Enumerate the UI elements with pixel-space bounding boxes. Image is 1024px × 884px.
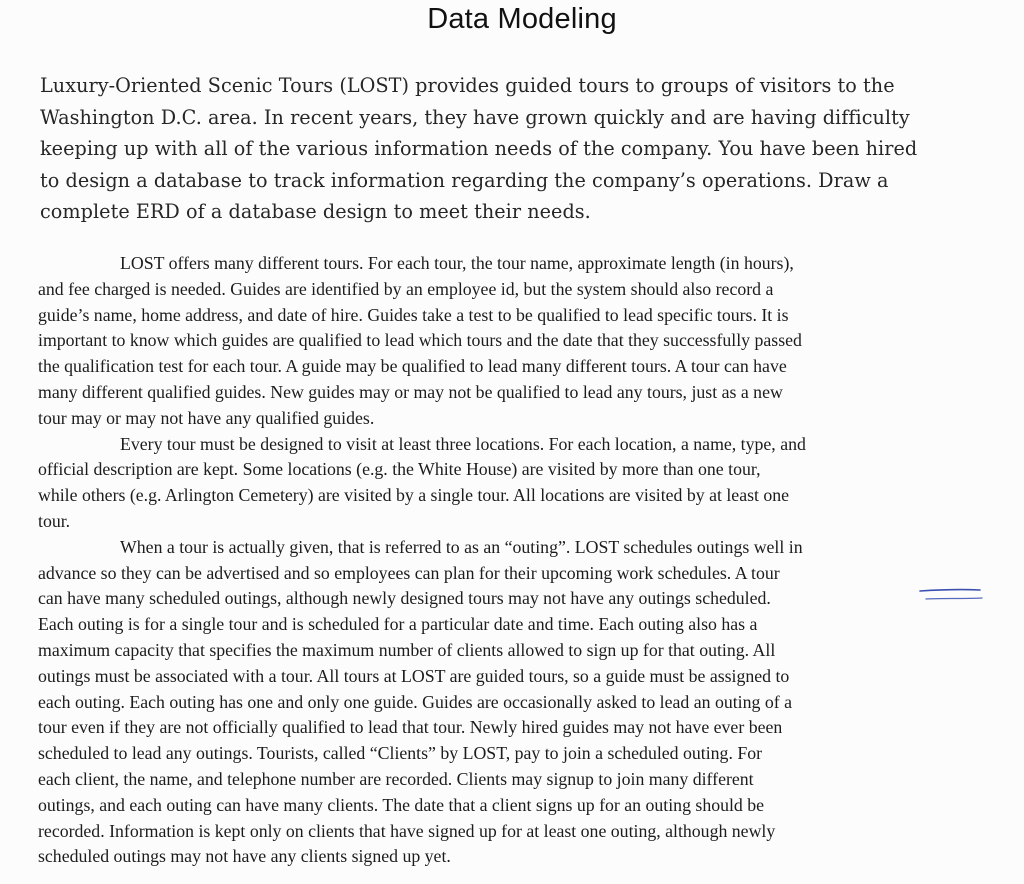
page-title: Data Modeling — [427, 3, 617, 35]
intro-line: Luxury-Oriented Scenic Tours (LOST) provides guided tours to groups of visitors to the — [40, 74, 895, 97]
body-line: many different qualified guides. New guides may or may not be qualified to lead any tours, just as a new — [38, 381, 783, 402]
intro-paragraph — [40, 70, 1000, 228]
body-line: and fee charged is needed. Guides are identified by an employee id, but the system should also record a — [38, 278, 774, 299]
body-line: can have many scheduled outings, although newly designed tours may not have any outings scheduled. — [38, 588, 771, 609]
body-line: each outing. Each outing has one and only one guide. Guides are occasionally asked to lead an outing of a — [38, 691, 792, 712]
body-line: advance so they can be advertised and so employees can plan for their upcoming work schedules. A tour — [38, 562, 780, 583]
body-line: maximum capacity that specifies the maximum number of clients allowed to sign up for that outing. All — [38, 639, 776, 660]
body-line: important to know which guides are qualified to lead which tours and the date that they successfully passed — [38, 330, 802, 351]
body-line: the qualification test for each tour. A guide may be qualified to lead many different tours. A tour can have — [38, 356, 787, 377]
body-line: recorded. Information is kept only on clients that have signed up for at least one outing, although newly — [38, 820, 776, 841]
body-line: outings, and each outing can have many clients. The date that a client signs up for an outing should be — [38, 794, 765, 815]
paragraph-tours-guides — [38, 251, 1008, 432]
body-line: outings must be associated with a tour. All tours at LOST are guided tours, so a guide must be assigned to — [38, 665, 790, 686]
paragraph-locations — [38, 432, 1008, 535]
intro-line: Washington D.C. area. In recent years, they have grown quickly and are having difficulty — [40, 105, 910, 129]
body-line: official description are kept. Some locations (e.g. the White House) are visited by more than one tour, — [38, 459, 761, 480]
body-line: When a tour is actually given, that is referred to as an “outing”. LOST schedules outings well in — [120, 536, 803, 557]
pen-underline-mark — [918, 587, 984, 603]
paragraph-outings-clients — [38, 535, 1008, 870]
body-line: tour may or may not have any qualified guides. — [38, 407, 375, 428]
body-line: tour even if they are not officially qualified to lead that tour. Newly hired guides may not have ever been — [38, 717, 783, 738]
body-line: tour. — [38, 510, 71, 531]
body-line: scheduled to lead any outings. Tourists, called “Clients” by LOST, pay to join a scheduled outing. For — [38, 743, 763, 764]
body-line: Every tour must be designed to visit at least three locations. For each location, a name, type, and — [120, 433, 806, 454]
body-line: Each outing is for a single tour and is scheduled for a particular date and time. Each outing also has a — [38, 614, 758, 635]
intro-line: to design a database to track information regarding the company’s operations. Draw a — [40, 168, 889, 192]
intro-line: complete ERD of a database design to meet their needs. — [40, 200, 591, 223]
body-line: each client, the name, and telephone number are recorded. Clients may signup to join many different — [38, 768, 754, 789]
intro-line: keeping up with all of the various information needs of the company. You have been hired — [40, 137, 918, 160]
requirements-text — [38, 251, 1008, 870]
body-line: scheduled outings may not have any clients signed up yet. — [38, 846, 451, 867]
body-line: while others (e.g. Arlington Cemetery) are visited by a single tour. All locations are visited by at least one — [38, 485, 790, 506]
body-line: guide’s name, home address, and date of hire. Guides take a test to be qualified to lead specific tours. It is — [38, 304, 789, 325]
body-line: LOST offers many different tours. For each tour, the tour name, approximate length (in hours), — [120, 253, 794, 273]
